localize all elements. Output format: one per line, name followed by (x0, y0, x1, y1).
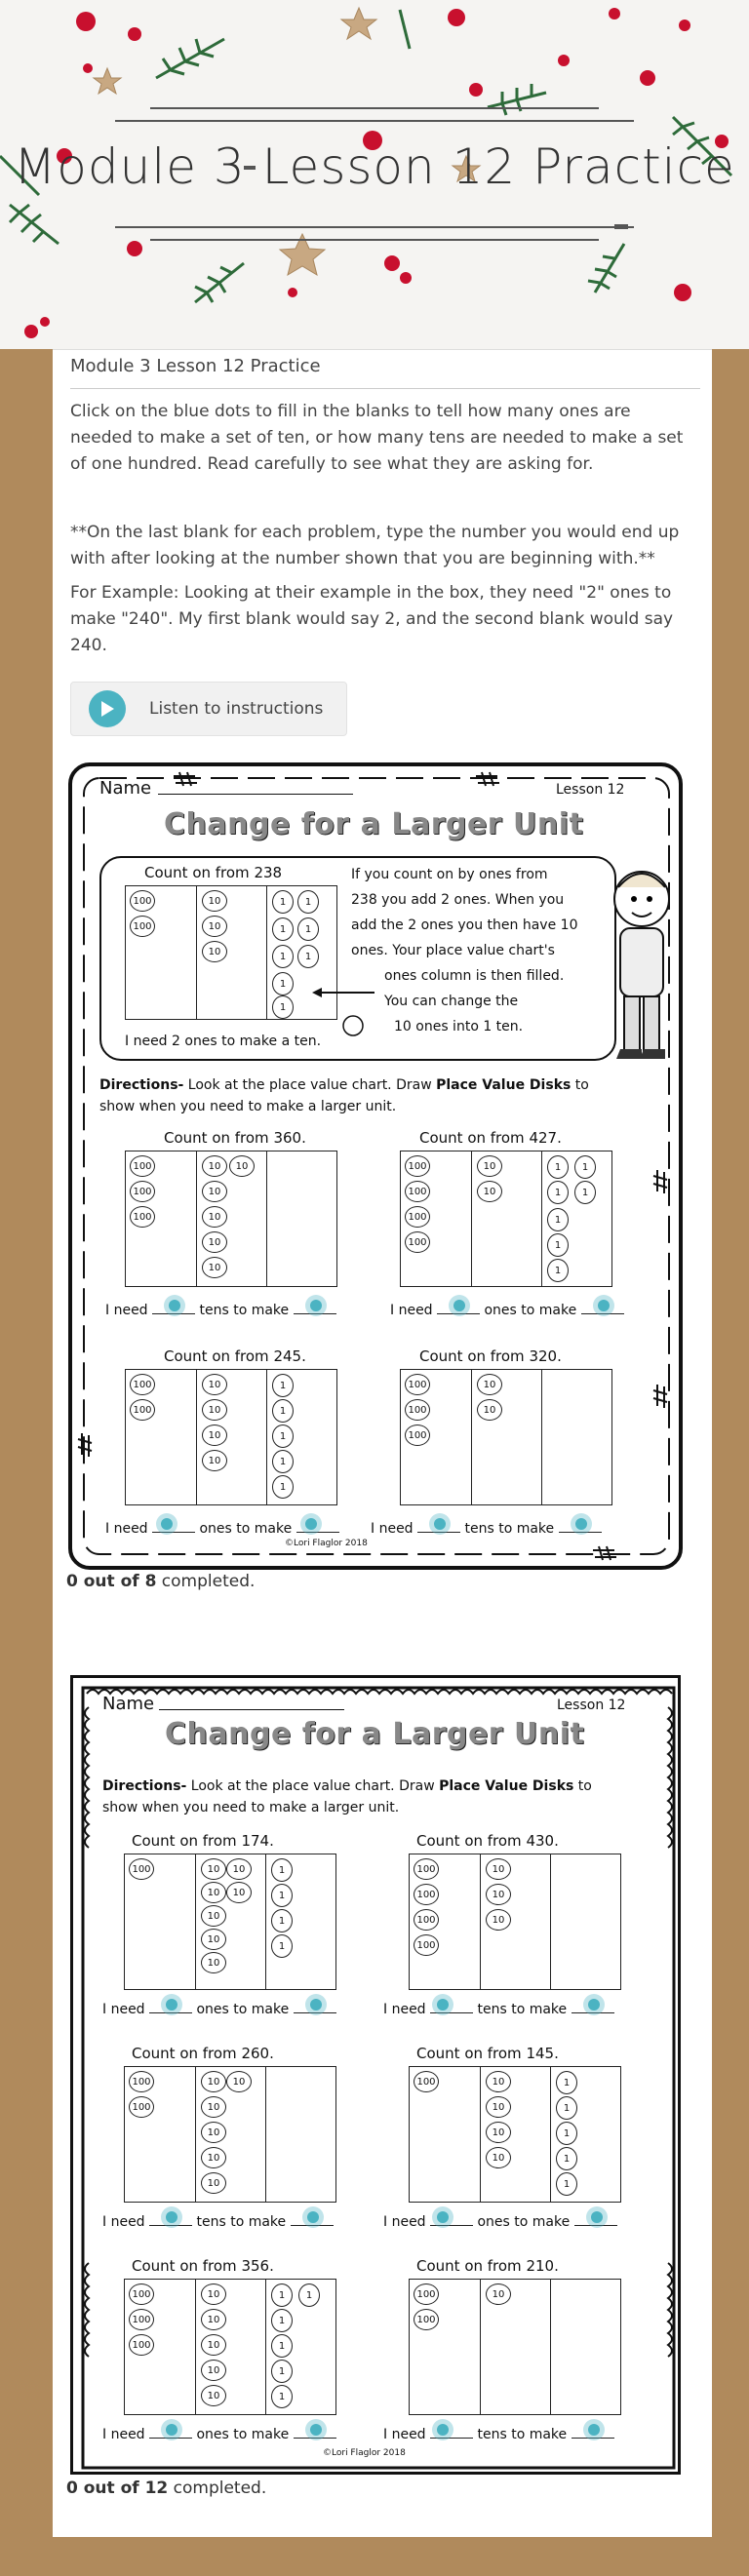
chart-column-divider (266, 886, 267, 1019)
place-value-disk: 1 (547, 1155, 569, 1179)
example-label: Count on from 238 (144, 864, 283, 881)
chart-column-divider (480, 2067, 481, 2202)
place-value-disk: 100 (405, 1399, 430, 1421)
answer-dot[interactable] (156, 1513, 177, 1535)
chart-column-divider (196, 886, 197, 1019)
completed-status-1: 0 out of 8 completed. (66, 1572, 256, 1591)
answer-line: I need ones to make (102, 2425, 336, 2442)
place-value-disk: 1 (297, 890, 319, 914)
boy-icon (605, 860, 679, 1065)
place-value-disk: 10 (202, 1450, 227, 1471)
place-value-disk: 1 (272, 972, 294, 995)
place-value-disk: 1 (272, 1399, 294, 1423)
place-value-chart (409, 2066, 621, 2203)
place-value-disk: 1 (297, 917, 319, 941)
worksheet-title: Change for a Larger Unit (165, 1717, 585, 1751)
place-value-disk: 10 (226, 2071, 252, 2092)
place-value-disk: 10 (202, 1231, 227, 1253)
place-value-disk: 100 (405, 1155, 430, 1177)
hero-banner (0, 0, 749, 349)
place-value-disk: 10 (486, 2147, 511, 2168)
chart-column-divider (541, 1151, 542, 1286)
answer-line: I need ones to make (390, 1301, 624, 1318)
answer-dot[interactable] (583, 2419, 605, 2440)
answer-line: I need tens to make (383, 2425, 614, 2442)
place-value-disk: 1 (556, 2096, 577, 2120)
place-value-disk: 10 (477, 1374, 502, 1395)
place-value-disk: 10 (201, 2096, 226, 2118)
place-value-disk: 10 (477, 1181, 502, 1202)
place-value-chart (125, 1369, 337, 1505)
place-value-disk: 10 (201, 2122, 226, 2143)
place-value-disk: 10 (226, 1882, 252, 1903)
answer-dot[interactable] (161, 1994, 182, 2015)
answer-dot[interactable] (164, 1295, 185, 1316)
answer-line: I need ones to make (383, 2212, 617, 2230)
place-value-disk: 1 (298, 2283, 320, 2307)
answer-blank[interactable] (574, 2212, 617, 2226)
place-value-disk: 10 (201, 2309, 226, 2330)
place-value-disk: 10 (201, 2071, 226, 2092)
place-value-disk: 100 (414, 1884, 439, 1905)
place-value-disk: 10 (202, 1257, 227, 1278)
place-value-disk: 10 (202, 941, 227, 962)
worksheet-title: Change for a Larger Unit (164, 807, 584, 841)
chart-column-divider (265, 2067, 266, 2202)
place-value-disk: 10 (201, 2385, 226, 2406)
problem-label: Count on from 320. (419, 1347, 562, 1365)
answer-blank[interactable] (430, 2425, 473, 2439)
place-value-disk: 1 (556, 2172, 577, 2196)
place-value-chart (124, 2279, 336, 2415)
chart-column-divider (195, 2067, 196, 2202)
place-value-disk: 10 (202, 916, 227, 937)
copyright: ©Lori Flaglor 2018 (323, 2448, 406, 2458)
worksheet-2 (70, 1675, 681, 2475)
example-text: For Example: Looking at their example in the box, they need "2" ones to make "240". My first blank would say 2, and the second blank would say 240. (70, 583, 674, 655)
place-value-disk: 10 (201, 2334, 226, 2356)
answer-blank[interactable] (572, 2425, 614, 2439)
place-value-disk: 100 (129, 1858, 154, 1880)
answer-dot[interactable] (305, 1994, 327, 2015)
place-value-disk: 100 (129, 2309, 154, 2330)
place-value-chart (124, 2066, 336, 2203)
name-label: Name (99, 778, 152, 799)
place-value-disk: 1 (271, 1884, 293, 1907)
place-value-disk: 10 (202, 1206, 227, 1228)
chart-column-divider (265, 1854, 266, 1989)
place-value-disk: 100 (414, 1934, 439, 1956)
answer-blank[interactable] (296, 1519, 339, 1533)
place-value-disk: 10 (202, 1425, 227, 1446)
place-value-disk: 100 (129, 2334, 154, 2356)
answer-line: I need tens to make (371, 1519, 602, 1537)
place-value-disk: 10 (226, 1858, 252, 1880)
note-text: **On the last blank for each problem, type the number you would end up with after looking at the number shown that you are beginning with.** (70, 523, 680, 568)
answer-blank[interactable] (437, 1301, 480, 1314)
listen-label: Listen to instructions (149, 699, 324, 719)
place-value-disk: 100 (414, 1909, 439, 1931)
answer-dot[interactable] (583, 1994, 605, 2015)
place-value-disk: 1 (272, 917, 294, 941)
directions: Directions- Look at the place value chart. Draw Place Value Disks to show when you need to make a larger unit. (99, 1077, 589, 1114)
place-value-disk: 100 (130, 1181, 155, 1202)
answer-blank[interactable] (294, 2000, 336, 2013)
place-value-chart (124, 1854, 336, 1990)
answer-dot[interactable] (593, 1295, 614, 1316)
place-value-disk: 100 (130, 916, 155, 937)
place-value-chart (409, 1854, 621, 1990)
place-value-disk: 10 (477, 1399, 502, 1421)
place-value-chart (409, 2279, 621, 2415)
chart-column-divider (196, 1370, 197, 1504)
place-value-disk: 1 (574, 1181, 596, 1204)
lesson-label: Lesson 12 (557, 1698, 626, 1713)
place-value-disk: 1 (271, 2385, 293, 2408)
answer-blank[interactable] (559, 1519, 602, 1533)
answer-blank[interactable] (430, 2000, 473, 2013)
listen-button[interactable] (70, 682, 347, 736)
answer-line: I need tens to make (105, 1301, 336, 1318)
answer-blank[interactable] (572, 2000, 614, 2013)
answer-blank[interactable] (294, 2425, 336, 2439)
place-value-disk: 100 (414, 1858, 439, 1880)
answer-blank[interactable] (149, 2212, 192, 2226)
place-value-disk: 1 (574, 1155, 596, 1179)
example-explanation: If you count on by ones from 238 you add 2 ones. When you add the 2 ones you then have 10 ones. Your place value chart's ones column is then filled. You can change the 10 ones into 1 ten. (351, 867, 578, 1034)
place-value-chart (400, 1369, 612, 1505)
place-value-disk: 100 (130, 1206, 155, 1228)
place-value-disk: 10 (486, 1858, 511, 1880)
place-value-disk: 1 (556, 2071, 577, 2094)
answer-dot[interactable] (300, 1513, 322, 1535)
place-value-disk: 10 (486, 1909, 511, 1931)
place-value-disk: 10 (201, 2147, 226, 2168)
problem-label: Count on from 427. (419, 1129, 562, 1147)
place-value-disk: 1 (271, 2334, 293, 2358)
chart-column-divider (541, 1370, 542, 1504)
place-value-disk: 1 (272, 890, 294, 914)
place-value-disk: 1 (272, 995, 294, 1019)
name-line (159, 1709, 344, 1710)
chart-column-divider (195, 2280, 196, 2414)
place-value-disk: 1 (556, 2147, 577, 2170)
hero-line-top2 (115, 120, 634, 122)
answer-line: I need tens to make (383, 2000, 614, 2017)
worksheet-1 (68, 762, 683, 1570)
place-value-disk: 100 (405, 1425, 430, 1446)
problem-label: Count on from 145. (416, 2045, 559, 2062)
place-value-disk: 1 (272, 1450, 294, 1473)
answer-dot[interactable] (449, 1295, 470, 1316)
place-value-disk: 10 (486, 2096, 511, 2118)
place-value-disk: 10 (486, 1884, 511, 1905)
place-value-disk: 10 (201, 2172, 226, 2194)
chart-column-divider (471, 1151, 472, 1286)
chart-column-divider (550, 2280, 551, 2414)
place-value-disk: 1 (297, 945, 319, 968)
place-value-disk: 1 (556, 2122, 577, 2145)
place-value-chart (400, 1151, 612, 1287)
chart-column-divider (266, 1151, 267, 1286)
chart-column-divider (550, 2067, 551, 2202)
place-value-disk: 100 (130, 890, 155, 912)
place-value-disk: 10 (202, 890, 227, 912)
chart-column-divider (266, 1370, 267, 1504)
place-value-chart (125, 1151, 337, 1287)
place-value-disk: 10 (201, 1905, 226, 1927)
place-value-disk: 10 (201, 2360, 226, 2381)
answer-dot[interactable] (429, 1513, 451, 1535)
answer-line: I need ones to make (102, 2000, 336, 2017)
place-value-disk: 1 (271, 2309, 293, 2332)
hero-line-top (150, 107, 599, 109)
place-value-disk: 100 (414, 2071, 439, 2092)
place-value-disk: 1 (547, 1181, 569, 1204)
answer-dot[interactable] (432, 2419, 453, 2440)
chart-column-divider (480, 2280, 481, 2414)
place-value-disk: 1 (272, 1425, 294, 1448)
problem-label: Count on from 356. (132, 2257, 274, 2275)
place-value-disk: 10 (201, 1882, 226, 1903)
place-value-disk: 100 (405, 1374, 430, 1395)
answer-dot[interactable] (302, 2206, 324, 2228)
answer-dot[interactable] (161, 2419, 182, 2440)
answer-blank[interactable] (417, 1519, 460, 1533)
hero-title: Module 3 Lesson 12 Practice (14, 138, 735, 195)
place-value-disk: 100 (414, 2283, 439, 2305)
answer-dot[interactable] (571, 1513, 592, 1535)
name-line (158, 794, 353, 795)
place-value-disk: 10 (201, 1952, 226, 1973)
lesson-label: Lesson 12 (556, 782, 625, 798)
place-value-disk: 10 (201, 1929, 226, 1950)
answer-blank[interactable] (430, 2212, 473, 2226)
copyright: ©Lori Flaglor 2018 (285, 1539, 368, 1548)
place-value-disk: 1 (547, 1233, 569, 1257)
place-value-disk: 10 (201, 2283, 226, 2305)
place-value-disk: 10 (486, 2122, 511, 2143)
directions: Directions- Look at the place value chart. Draw Place Value Disks to show when you need to make a larger unit. (102, 1778, 592, 1815)
place-value-disk: 1 (271, 1858, 293, 1882)
place-value-disk: 10 (229, 1155, 255, 1177)
answer-line: I need tens to make (102, 2212, 334, 2230)
completed-status-2: 0 out of 12 completed. (66, 2478, 267, 2498)
hero-line-bottom (115, 226, 634, 228)
place-value-disk: 10 (202, 1155, 227, 1177)
place-value-disk: 10 (486, 2071, 511, 2092)
answer-blank[interactable] (149, 2425, 192, 2439)
answer-blank[interactable] (152, 1301, 195, 1314)
answer-blank[interactable] (294, 1301, 336, 1314)
place-value-disk: 100 (130, 1374, 155, 1395)
answer-dot[interactable] (305, 2419, 327, 2440)
answer-blank[interactable] (152, 1519, 195, 1533)
chart-column-divider (265, 2280, 266, 2414)
place-value-disk: 1 (272, 945, 294, 968)
place-value-disk: 1 (271, 2360, 293, 2383)
place-value-disk: 1 (271, 2283, 293, 2307)
chart-column-divider (550, 1854, 551, 1989)
answer-dot[interactable] (432, 2206, 453, 2228)
problem-label: Count on from 260. (132, 2045, 274, 2062)
place-value-disk: 100 (414, 2309, 439, 2330)
place-value-disk: 10 (486, 2283, 511, 2305)
instructions-text: Click on the blue dots to fill in the blanks to tell how many ones are needed to make a set of ten, or how many tens are needed to make a set of one hundred. Read carefully to see what they are asking for. (70, 402, 684, 474)
chart-column-divider (195, 1854, 196, 1989)
answer-line: I need ones to make (105, 1519, 339, 1537)
place-value-disk: 10 (202, 1374, 227, 1395)
name-label: Name (102, 1694, 155, 1714)
place-value-disk: 1 (547, 1208, 569, 1231)
place-value-disk: 10 (202, 1181, 227, 1202)
problem-label: Count on from 360. (164, 1129, 306, 1147)
problem-label: Count on from 430. (416, 1832, 559, 1850)
example-need: I need 2 ones to make a ten. (125, 1034, 322, 1049)
chart-column-divider (480, 1854, 481, 1989)
place-value-disk: 10 (201, 1858, 226, 1880)
answer-dot[interactable] (586, 2206, 608, 2228)
problem-label: Count on from 210. (416, 2257, 559, 2275)
place-value-disk: 10 (477, 1155, 502, 1177)
place-value-disk: 100 (129, 2071, 154, 2092)
answer-blank[interactable] (149, 2000, 192, 2013)
hero-line-bottom2 (150, 239, 599, 241)
place-value-disk: 100 (129, 2096, 154, 2118)
place-value-disk: 100 (129, 2283, 154, 2305)
chart-column-divider (196, 1151, 197, 1286)
answer-blank[interactable] (581, 1301, 624, 1314)
place-value-disk: 100 (130, 1399, 155, 1421)
place-value-disk: 100 (130, 1155, 155, 1177)
place-value-disk: 1 (272, 1374, 294, 1397)
problem-label: Count on from 174. (132, 1832, 274, 1850)
place-value-disk: 100 (405, 1206, 430, 1228)
activity-title: Module 3 Lesson 12 Practice (70, 350, 700, 389)
place-value-disk: 1 (547, 1259, 569, 1282)
place-value-disk: 1 (272, 1475, 294, 1499)
place-value-disk: 1 (271, 1934, 293, 1958)
chart-column-divider (471, 1370, 472, 1504)
answer-dot[interactable] (305, 1295, 327, 1316)
place-value-disk: 100 (405, 1231, 430, 1253)
place-value-disk: 100 (405, 1181, 430, 1202)
answer-blank[interactable] (291, 2212, 334, 2226)
problem-label: Count on from 245. (164, 1347, 306, 1365)
play-icon[interactable] (89, 690, 126, 727)
answer-dot[interactable] (432, 1994, 453, 2015)
place-value-disk: 10 (202, 1399, 227, 1421)
place-value-disk: 1 (271, 1909, 293, 1932)
answer-dot[interactable] (161, 2206, 182, 2228)
